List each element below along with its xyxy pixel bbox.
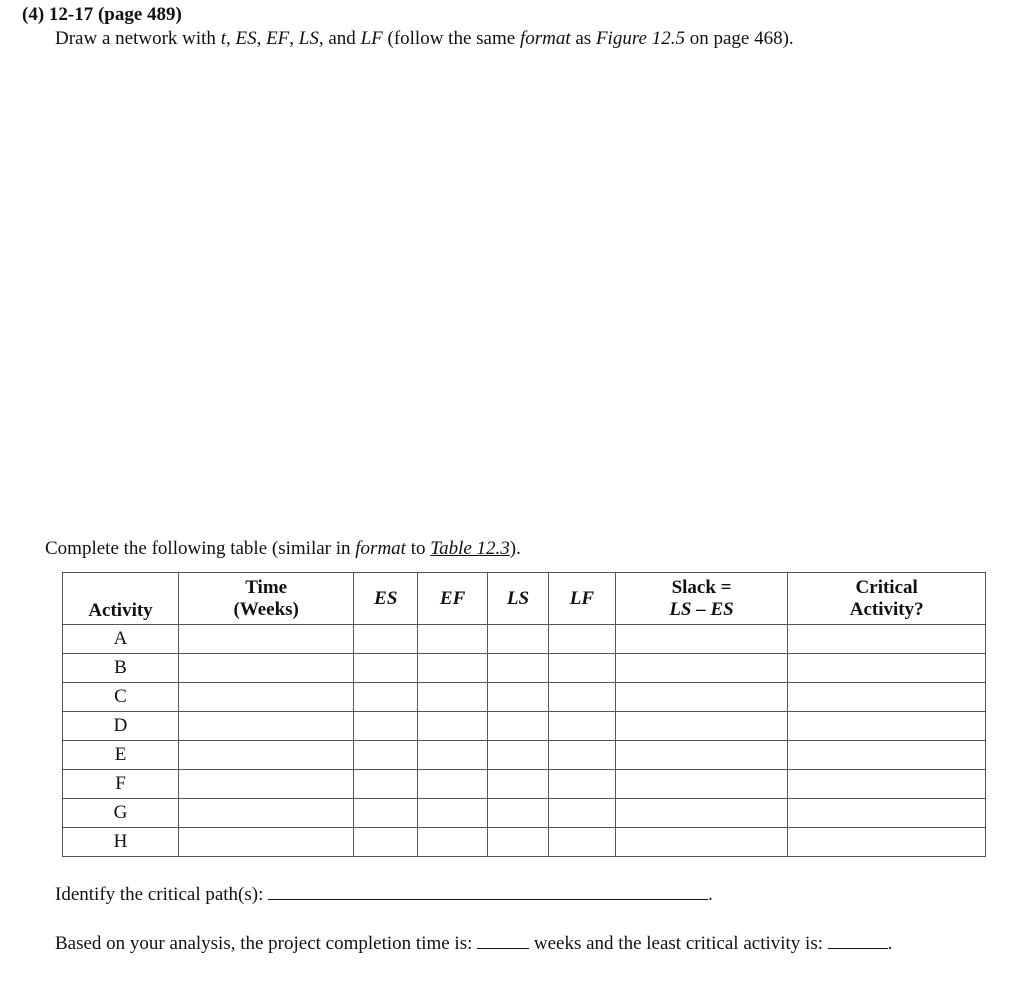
completion-period: . [887,933,893,954]
time-cell[interactable] [179,828,354,857]
ef-cell[interactable] [418,741,488,770]
instruction-ls: LS [298,28,319,49]
instruction-text: as [570,28,596,49]
es-cell[interactable] [354,625,418,654]
instruction-sep: , and [318,28,361,49]
slack-cell[interactable] [615,712,788,741]
slack-cell[interactable] [615,770,788,799]
table-row [63,741,986,770]
header-time-line2: (Weeks) [233,598,299,620]
lf-cell[interactable] [549,654,616,683]
lf-cell[interactable] [549,828,616,857]
instruction-text: on page 468). [684,28,794,49]
critical-cell[interactable] [788,625,986,654]
ef-cell[interactable] [418,654,488,683]
table-instruction [45,538,521,560]
slack-cell[interactable] [615,683,788,712]
lf-cell[interactable] [549,799,616,828]
ls-cell[interactable] [487,654,548,683]
instruction-text: Draw a network with [55,28,221,49]
es-cell[interactable] [354,741,418,770]
instruction-format: format [519,28,571,49]
es-cell[interactable] [354,683,418,712]
ls-cell[interactable] [487,625,548,654]
critical-path-period: . [708,884,713,905]
slack-cell[interactable] [615,828,788,857]
lf-cell[interactable] [549,712,616,741]
ls-cell[interactable] [487,741,548,770]
table-intro-text: ). [509,538,521,559]
lf-cell[interactable] [549,625,616,654]
header-es: ES [354,573,418,625]
instruction-text: (follow the same [382,28,520,49]
table-intro-format: format [355,538,406,559]
header-critical-line2: Activity? [849,598,924,620]
ls-cell[interactable] [487,770,548,799]
table-intro-text: to [405,538,431,559]
es-cell[interactable] [354,712,418,741]
ls-cell[interactable] [487,683,548,712]
instruction-sep: , [225,28,236,49]
least-critical-label: weeks and the least critical activity is: [529,933,828,954]
critical-cell[interactable] [788,654,986,683]
critical-cell[interactable] [788,741,986,770]
ls-cell[interactable] [487,828,548,857]
table-row [63,712,986,741]
instruction-lf: LF [360,28,383,49]
least-critical-blank[interactable] [828,930,888,949]
critical-cell[interactable] [788,799,986,828]
network-drawing-area[interactable] [40,60,980,530]
ef-cell[interactable] [418,799,488,828]
ef-cell[interactable] [418,683,488,712]
ls-cell[interactable] [487,712,548,741]
header-slack [615,573,788,625]
table-row [63,799,986,828]
activity-cell: D [63,712,179,741]
schedule-table [62,572,986,857]
table-row [63,654,986,683]
critical-path-label: Identify the critical path(s): [55,884,269,905]
critical-path-line [55,881,713,906]
instruction-sep: , [289,28,299,49]
header-activity: Activity [63,573,179,625]
table-row [63,625,986,654]
es-cell[interactable] [354,799,418,828]
es-cell[interactable] [354,654,418,683]
header-time-line1: Time [245,576,288,598]
header-lf: LF [549,573,616,625]
completion-time-blank[interactable] [477,930,529,949]
lf-cell[interactable] [549,683,616,712]
table-header-row [63,573,986,625]
slack-cell[interactable] [615,741,788,770]
activity-cell: H [63,828,179,857]
instruction-es: ES [235,28,257,49]
completion-line [55,930,893,955]
critical-path-blank[interactable] [268,881,708,900]
header-critical-line1: Critical [855,576,918,598]
header-time [179,573,354,625]
table-ref-link: Table 12.3 [430,538,510,559]
critical-cell[interactable] [788,683,986,712]
activity-cell: G [63,799,179,828]
activity-cell: A [63,625,179,654]
critical-cell[interactable] [788,770,986,799]
activity-cell: E [63,741,179,770]
slack-cell[interactable] [615,625,788,654]
network-instruction [55,28,794,50]
time-cell[interactable] [179,799,354,828]
table-row [63,770,986,799]
header-ls: LS [487,573,548,625]
ef-cell[interactable] [418,828,488,857]
time-cell[interactable] [179,741,354,770]
critical-cell[interactable] [788,712,986,741]
ls-cell[interactable] [487,799,548,828]
activity-cell: C [63,683,179,712]
completion-label: Based on your analysis, the project completion time is: [55,933,478,954]
time-cell[interactable] [179,712,354,741]
instruction-figure-ref: Figure 12.5 [595,28,685,49]
es-cell[interactable] [354,770,418,799]
table-row [63,683,986,712]
time-cell[interactable] [179,683,354,712]
activity-cell: F [63,770,179,799]
header-critical [788,573,986,625]
time-cell[interactable] [179,654,354,683]
time-cell[interactable] [179,625,354,654]
critical-cell[interactable] [788,828,986,857]
header-slack-line2: LS – ES [669,598,734,620]
instruction-sep: , [256,28,267,49]
header-ef: EF [418,573,488,625]
activity-cell: B [63,654,179,683]
ef-cell[interactable] [418,712,488,741]
slack-cell[interactable] [615,799,788,828]
es-cell[interactable] [354,828,418,857]
table-row [63,828,986,857]
header-slack-line1: Slack = [671,576,732,598]
slack-cell[interactable] [615,654,788,683]
problem-heading: (4) 12-17 (page 489) [22,4,182,25]
time-cell[interactable] [179,770,354,799]
ef-cell[interactable] [418,770,488,799]
lf-cell[interactable] [549,741,616,770]
table-intro-text: Complete the following table (similar in [45,538,356,559]
instruction-ef: EF [266,28,290,49]
instruction-t: t [220,28,226,49]
lf-cell[interactable] [549,770,616,799]
ef-cell[interactable] [418,625,488,654]
